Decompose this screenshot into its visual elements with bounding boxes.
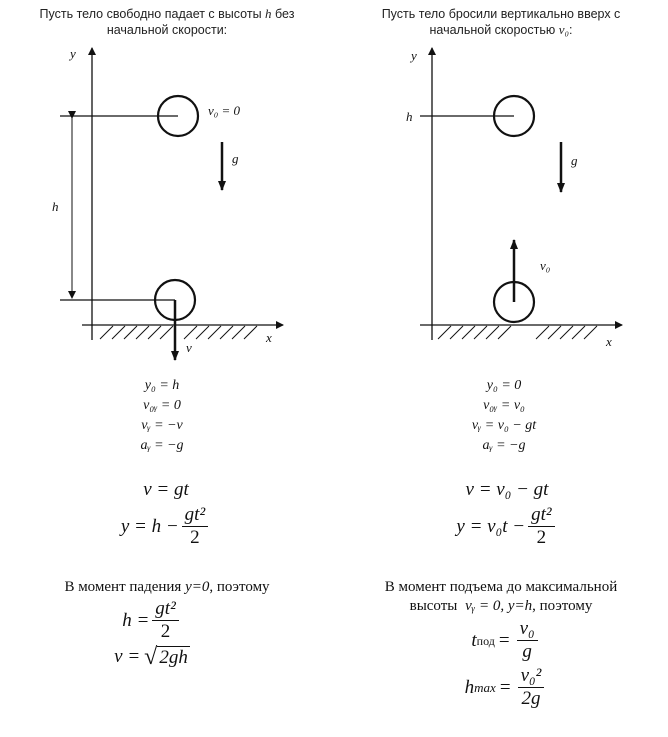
g-label: g bbox=[571, 153, 578, 168]
eq-h-max bbox=[344, 665, 668, 710]
eq-ay: aᵧ = −g bbox=[140, 438, 184, 453]
eq-v0y: v₀ᵧ = v₀ bbox=[483, 398, 525, 413]
eq-h-fraction bbox=[152, 598, 178, 643]
title-var: h bbox=[265, 6, 272, 21]
eq-t-den: g bbox=[522, 641, 532, 662]
eq-t-lhs: t bbox=[471, 629, 477, 651]
eq-y-lhs: y = h − bbox=[120, 515, 179, 537]
eq-y-fraction bbox=[182, 504, 208, 549]
title-line2: начальной скорости: bbox=[106, 23, 228, 37]
x-axis-label: x bbox=[606, 334, 612, 349]
eq-h-den: 2 bbox=[160, 621, 171, 642]
eq-vfinal-rad: 2gh bbox=[159, 647, 188, 668]
eq-y-of-t bbox=[0, 504, 334, 549]
eq-h-num: gt² bbox=[152, 598, 178, 621]
eq-h-num: v₀² bbox=[518, 665, 545, 688]
eq-y-num: gt² bbox=[182, 504, 208, 527]
note-line2-prefix: высоты bbox=[409, 598, 458, 614]
note-cond: vᵧ = 0, y=h bbox=[465, 598, 533, 614]
eq-h-fraction bbox=[518, 665, 545, 710]
radical-glyph: √ bbox=[144, 644, 158, 670]
eq-y0: y₀ = h bbox=[144, 378, 180, 393]
title-colon: : bbox=[569, 23, 573, 37]
eq-h-sub: max bbox=[474, 679, 496, 695]
eq-h-lhs: h bbox=[464, 676, 475, 698]
eq-t-num: v₀ bbox=[517, 618, 538, 641]
eq-y-lhs: y = v₀t − bbox=[456, 515, 526, 537]
free-fall-initial-conditions bbox=[0, 376, 334, 456]
free-fall-final-eqs bbox=[0, 598, 334, 669]
ground-hatching bbox=[100, 326, 257, 339]
vertical-throw-panel bbox=[334, 0, 668, 737]
eq-h-final bbox=[0, 598, 334, 643]
y-axis-label: y bbox=[411, 48, 417, 63]
eq-t-fraction bbox=[517, 618, 538, 663]
title-text: Пусть тело бросили вертикально вверх с bbox=[381, 7, 621, 21]
eq-y0: y₀ = 0 bbox=[486, 378, 522, 393]
eq-t-eq: = bbox=[498, 629, 510, 651]
eq-y-num: gt² bbox=[528, 504, 554, 527]
note-suffix: , поэтому bbox=[532, 598, 593, 614]
v-label: v bbox=[186, 340, 192, 355]
vertical-throw-diagram bbox=[334, 0, 668, 370]
vertical-throw-motion-eqs bbox=[334, 480, 668, 549]
eq-h-eq: = bbox=[499, 676, 511, 698]
title-suffix: без bbox=[275, 7, 295, 21]
eq-ay: aᵧ = −g bbox=[482, 438, 526, 453]
eq-v-final bbox=[0, 645, 334, 669]
title-text: Пусть тело свободно падает с высоты bbox=[39, 7, 262, 21]
eq-v0y: v₀ᵧ = 0 bbox=[143, 398, 181, 413]
vertical-throw-note bbox=[334, 578, 668, 616]
note-line1: В момент подъема до максимальной bbox=[384, 579, 618, 595]
note-prefix: В момент падения bbox=[64, 579, 182, 595]
eq-vfinal-lhs: v = bbox=[114, 646, 141, 667]
eq-t-sub: под bbox=[476, 633, 495, 648]
h-label: h bbox=[52, 199, 59, 214]
note-suffix: , поэтому bbox=[209, 579, 270, 595]
y-axis-label: y bbox=[70, 46, 76, 61]
free-fall-note bbox=[0, 578, 334, 597]
eq-t-rise bbox=[344, 618, 668, 663]
g-label: g bbox=[232, 151, 239, 166]
eq-h-lhs: h = bbox=[122, 609, 150, 631]
v0-label: v₀ bbox=[540, 258, 551, 273]
eq-v-gt: v = gt bbox=[143, 479, 189, 500]
free-fall-motion-eqs bbox=[0, 480, 334, 549]
eq-h-den: 2g bbox=[521, 688, 541, 709]
title-line2: начальной скоростью bbox=[429, 23, 556, 37]
vertical-throw-final-eqs bbox=[334, 618, 668, 710]
eq-y-den: 2 bbox=[190, 527, 200, 548]
eq-vy: vᵧ = v₀ − gt bbox=[471, 418, 537, 433]
title-var: v₀ bbox=[558, 22, 570, 37]
note-cond: y=0 bbox=[185, 579, 210, 595]
eq-v-of-t: v = v₀ − gt bbox=[465, 479, 549, 500]
eq-y-of-t bbox=[346, 504, 668, 549]
v0-label: v₀ = 0 bbox=[208, 103, 241, 118]
sqrt-sign bbox=[144, 645, 190, 669]
eq-y-den: 2 bbox=[536, 527, 547, 548]
eq-y-fraction bbox=[528, 504, 554, 549]
vertical-throw-initial-conditions bbox=[334, 376, 668, 456]
x-axis-label: x bbox=[266, 330, 272, 345]
h-label: h bbox=[406, 109, 413, 124]
ground-hatching bbox=[438, 326, 597, 339]
eq-vy: vᵧ = −v bbox=[141, 418, 183, 433]
free-fall-diagram bbox=[0, 0, 334, 370]
